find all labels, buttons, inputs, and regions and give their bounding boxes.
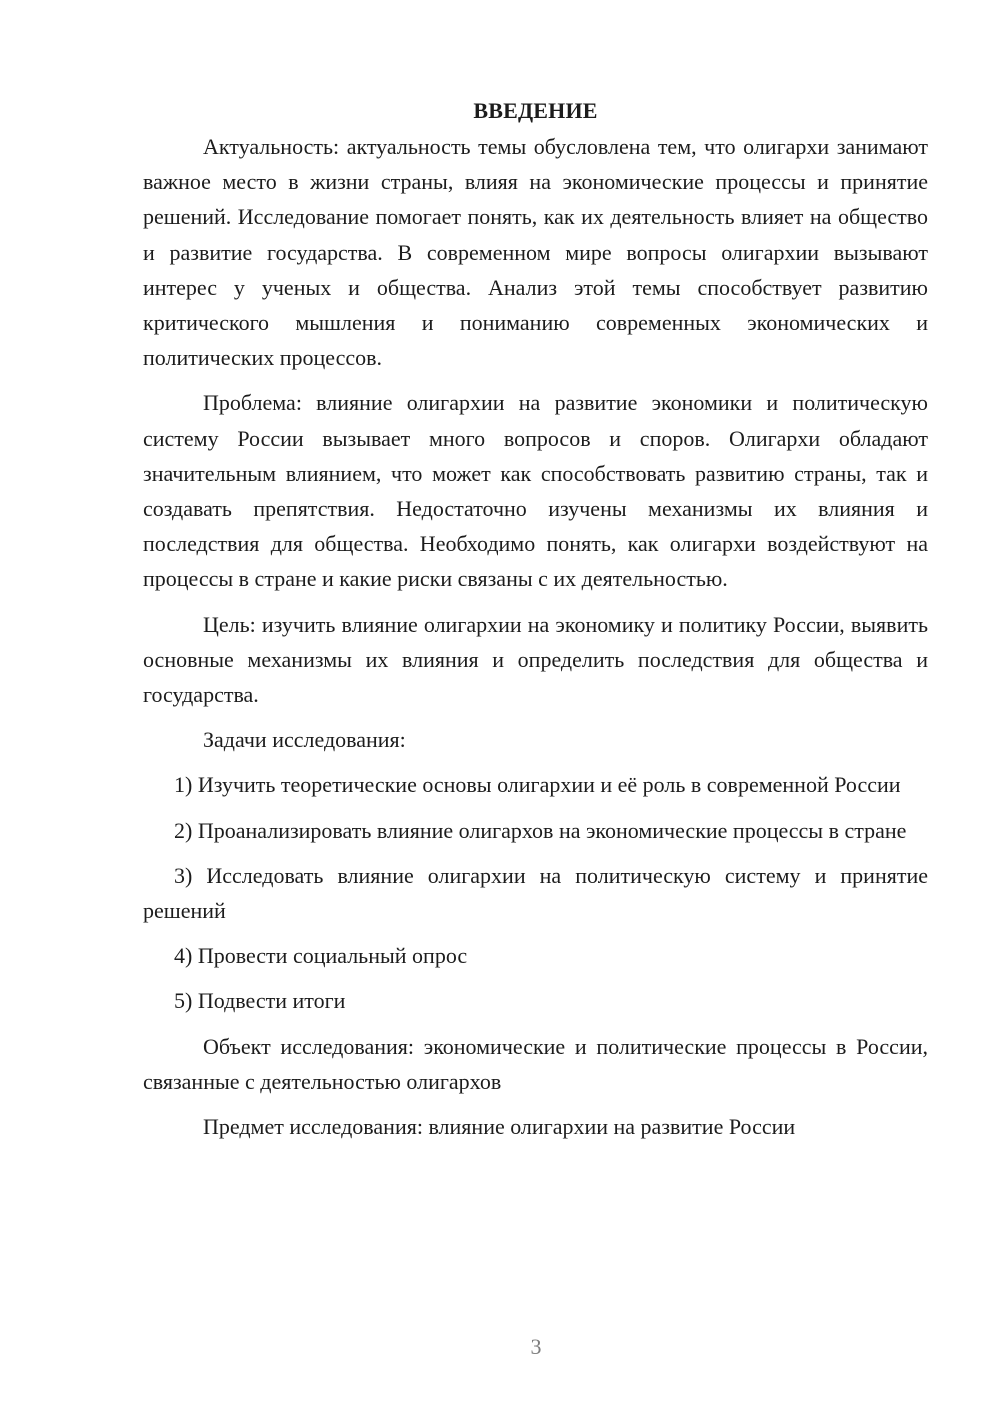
task-item-4: 4) Провести социальный опрос xyxy=(174,943,468,969)
relevance-paragraph: Актуальность: актуальность темы обусловлена тем, что олигархи занимают важное место в жизни страны, влияя на экономические процессы и принятие решений. Исследование помогает понять, как их деятельность влияет на общество и развитие государства. В современном мире вопросы олигархии вызывают интерес у ученых и общества. Анализ этой темы способствует развитию критического мышления и пониманию современных экономических и политических процессов. xyxy=(143,134,928,371)
task-item-3: 3) Исследовать влияние олигархии на политическую систему и принятие решений xyxy=(143,862,928,924)
page-content xyxy=(143,93,928,1154)
goal-paragraph: Цель: изучить влияние олигархии на экономику и политику России, выявить основные механизмы их влияния и определить последствия для общества и государства. xyxy=(143,611,928,708)
task-item-1: 1) Изучить теоретические основы олигархии и её роль в современной России xyxy=(174,772,901,798)
task-item-5: 5) Подвести итоги xyxy=(174,988,346,1014)
page-number: 3 xyxy=(530,1334,542,1359)
task-item-2: 2) Проанализировать влияние олигархов на экономические процессы в стране xyxy=(174,817,907,843)
subject-paragraph: Предмет исследования: влияние олигархии на развитие России xyxy=(203,1114,796,1140)
section-heading: ВВЕДЕНИЕ xyxy=(473,98,598,123)
problem-paragraph: Проблема: влияние олигархии на развитие экономики и политическую систему России вызывает много вопросов и споров. Олигархи обладают значительным влиянием, что может как способствовать развитию страны, так и создавать препятствия. Недостаточно изучены механизмы их влияния и последствия для общества. Необходимо понять, как олигархи воздействуют на процессы в стране и какие риски связаны с их деятельностью. xyxy=(143,390,928,592)
object-paragraph: Объект исследования: экономические и политические процессы в России, связанные с деятельностью олигархов xyxy=(143,1033,928,1094)
tasks-heading: Задачи исследования: xyxy=(203,727,406,753)
